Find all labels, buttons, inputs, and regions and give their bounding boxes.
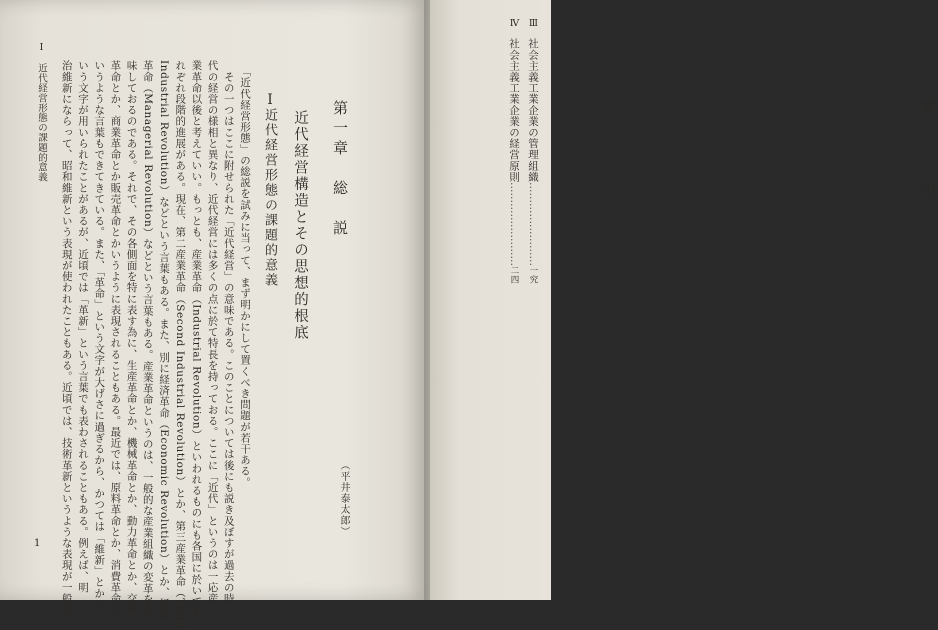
text-line: 「近代経営形態」の総説を試みに当って、まず明かにして置くべき問題が若干ある。 (239, 60, 251, 488)
right-page (430, 0, 936, 600)
toc-leader-dots: …………………… (527, 181, 539, 266)
page-number: 1 (34, 538, 41, 549)
chapter-subtitle: 近代経営構造とその思想的根底 (292, 110, 308, 341)
toc-page-number: 二四 (509, 265, 519, 285)
chapter-title: 第一章 総 説 (331, 100, 349, 240)
text-line: Industrial Revolution）などという言葉もある。また、別に経済革命（Economic Revolution）とか、経営 (158, 60, 170, 620)
author-name: （平井泰太郎） (338, 460, 349, 537)
text-line: 業革命以後と考えていい。もっとも、産業革命（Industrial Revolution）といわれるものにも各国に於いてそ (190, 60, 203, 618)
text-line: 代の経営の様相と異なり、近代経営には多くの点に於て特長を持っておる。ここに「近代」というのは一応産 (206, 60, 219, 604)
toc-roman-numeral: Ⅳ (509, 18, 520, 30)
text-line: 革命（Managerial Revolution）などという言葉もある。産業革命というのは、一般的な産業組織の変革を意 (141, 60, 154, 616)
toc-item (507, 18, 522, 284)
toc-roman-numeral: Ⅲ (528, 18, 539, 30)
text-line: 味しておるのである。それで、その各側面を特に表す為に、生産革命とか、機械革命とか、動力革命とか、交通 (125, 60, 138, 615)
toc-leader-dots: …………………… (508, 181, 520, 266)
left-page (0, 0, 430, 630)
text-line: その一つはここに附せられた「近代経営」の意味である。このことについては後にも説き及ぼすが過去の時 (222, 60, 235, 604)
text-line: いう文字が用いられたことがあるが、近頃では「革新」という言葉でも表わされることもある。例えば、明 (77, 60, 89, 593)
section-number: Ⅰ (262, 92, 278, 112)
text-line: いうような言葉もできてきている。また、「革命」という文字が大げさに過ぎるから、かつては「維新」とかと (93, 60, 106, 610)
toc-item (526, 18, 541, 284)
toc-label: 社会主義工業企業の経営原則 (508, 37, 520, 182)
text-line: れぞれ段階的進展がある。現在、第二産業革命（Second Industrial Revolution）とか、第三産業革命（Third (174, 60, 187, 630)
text-line: 革命とか、商業革命とか販売革命とかいうように表現されることもある。最近では、原料革命とか、消費革命と (109, 60, 122, 615)
text-line: 治維新にならって、昭和維新という表現が使われたこともある。近頃では、技術革新というような表現が一般的 (60, 60, 73, 615)
toc-label: 社会主義工業企業の管理組織 (527, 37, 539, 182)
index-title: 索 引 (920, 98, 936, 210)
running-header: Ⅰ 近代経営形態の課題的意義 (36, 42, 47, 183)
toc-page-number: 一究 (528, 265, 538, 285)
section-title: 近代経営形態の課題的意義 (262, 108, 277, 288)
